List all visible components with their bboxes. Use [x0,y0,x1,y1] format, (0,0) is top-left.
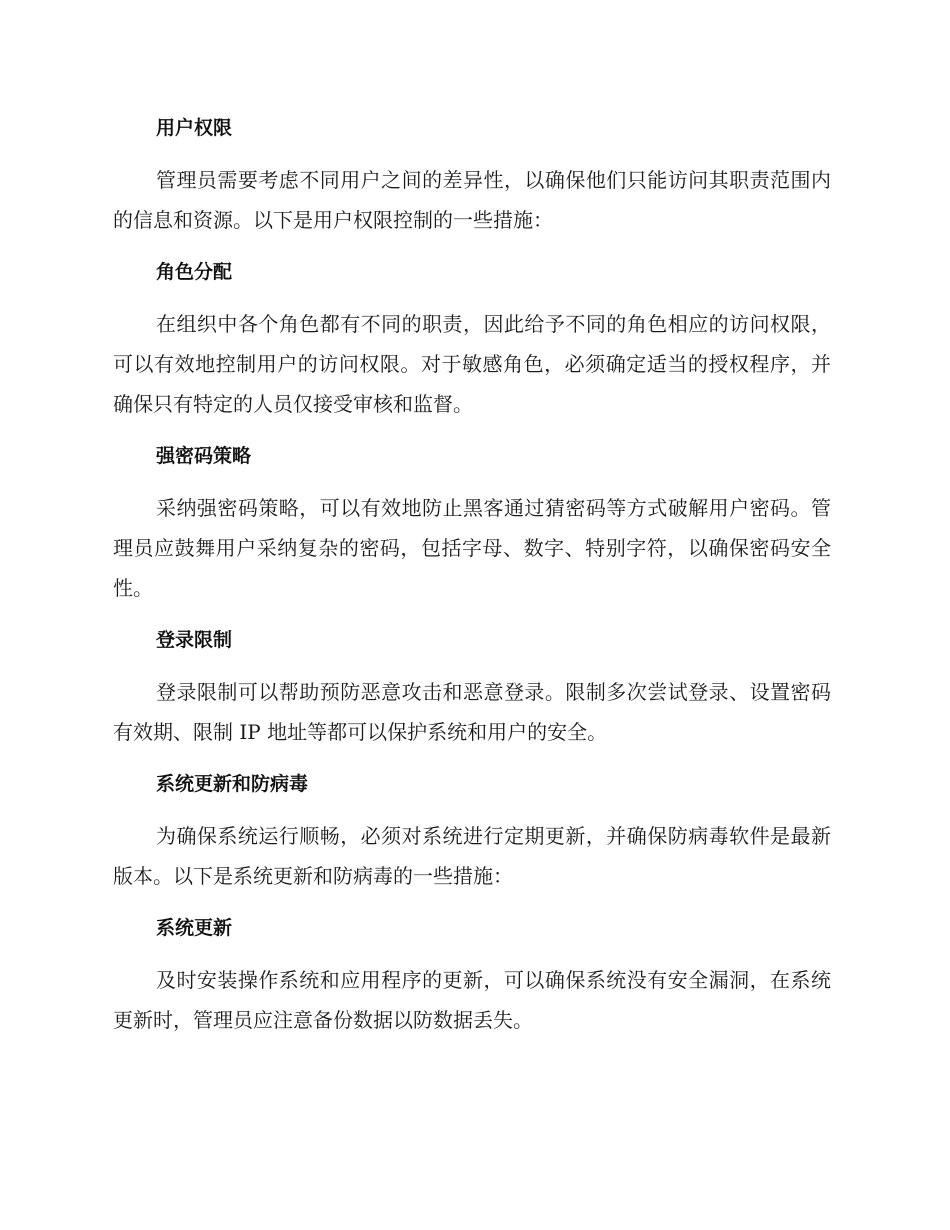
section-heading-role-assignment: 角色分配 [156,261,233,283]
section-paragraph-role-assignment: 在组织中各个角色都有不同的职责，因此给予不同的角色相应的访问权限，可以有效地控制用户的访问权限。对于敏感角色，必须确定适当的授权程序，并确保只有特定的人员仅接受审核和监督。 [113,312,831,416]
section-paragraph-strong-password: 采纳强密码策略，可以有效地防止黑客通过猜密码等方式破解用户密码。管理员应鼓舞用户采纳复杂的密码，包括字母、数字、特别字符，以确保密码安全性。 [113,496,831,600]
section-paragraph-system-update-antivirus: 为确保系统运行顺畅，必须对系统进行定期更新，并确保防病毒软件是最新版本。以下是系统更新和防病毒的一些措施： [113,824,831,888]
section-heading-login-restriction: 登录限制 [156,629,233,651]
section-heading-strong-password: 强密码策略 [156,445,252,467]
section-heading-system-update-antivirus: 系统更新和防病毒 [156,773,309,795]
section-heading-system-update: 系统更新 [156,917,233,939]
section-paragraph-login-restriction: 登录限制可以帮助预防恶意攻击和恶意登录。限制多次尝试登录、设置密码有效期、限制 IP 地址等都可以保护系统和用户的安全。 [113,680,831,744]
section-paragraph-system-update: 及时安装操作系统和应用程序的更新，可以确保系统没有安全漏洞，在系统更新时，管理员应注意备份数据以防数据丢失。 [113,968,831,1032]
document-body [113,108,831,1052]
section-heading-user-permissions: 用户权限 [156,117,233,139]
section-paragraph-user-permissions: 管理员需要考虑不同用户之间的差异性，以确保他们只能访问其职责范围内的信息和资源。以下是用户权限控制的一些措施： [113,168,831,232]
